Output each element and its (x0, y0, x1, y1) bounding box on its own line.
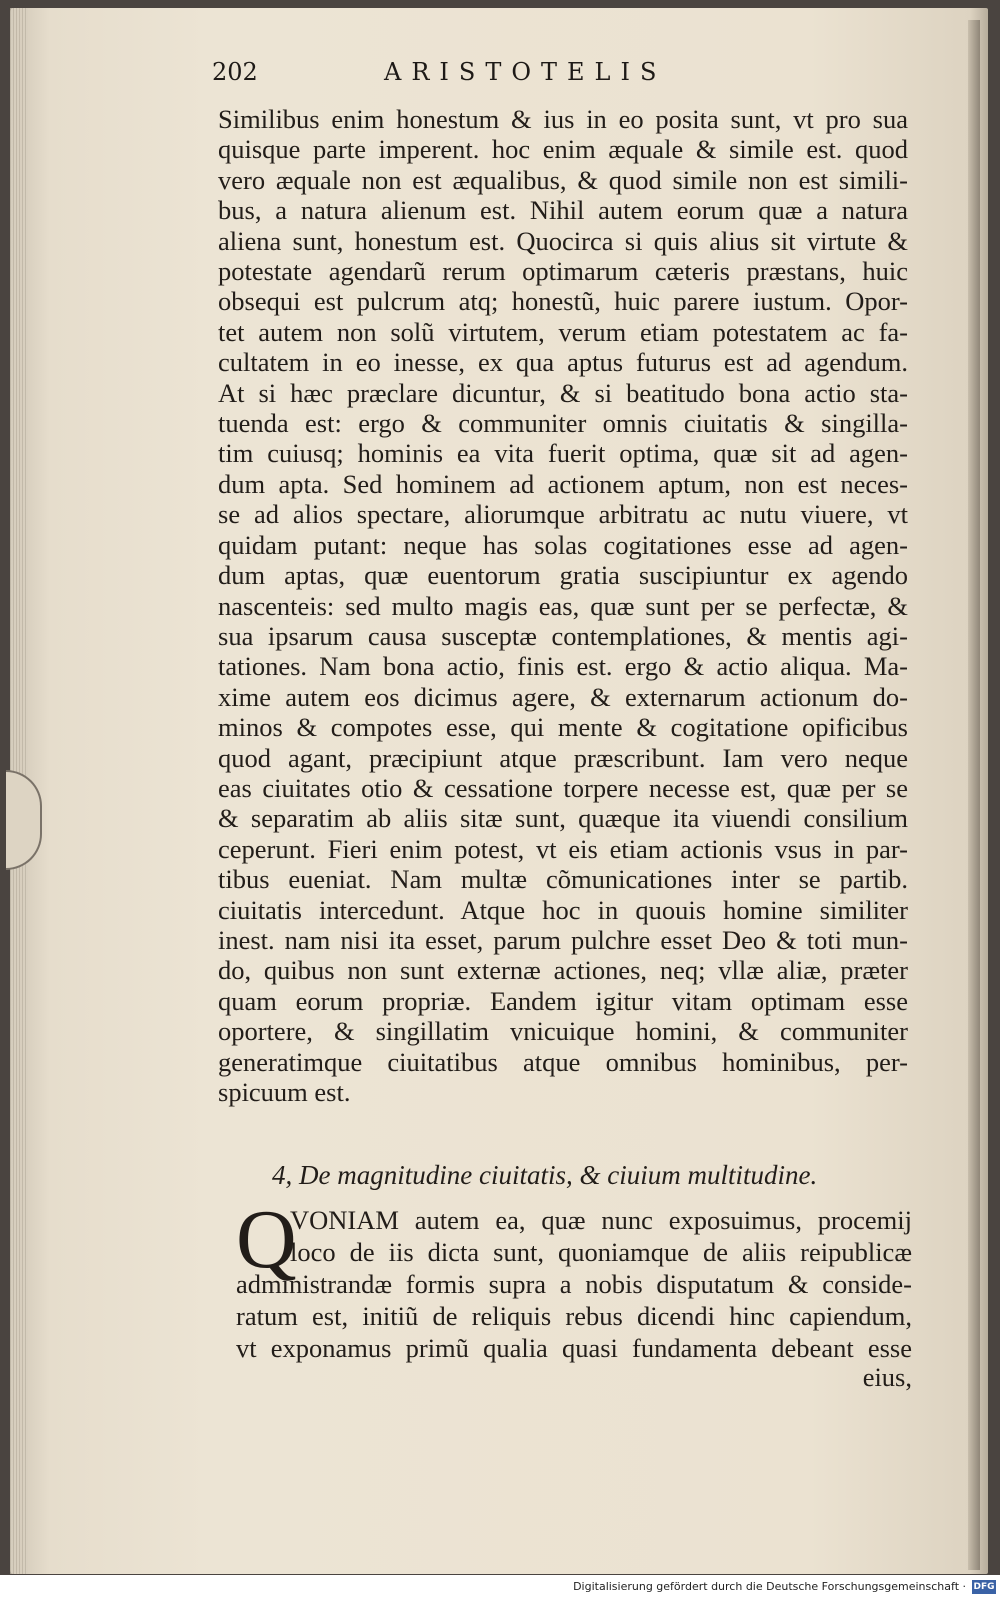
running-title: ARISTOTELIS (384, 58, 667, 86)
text-line: quod agant, præcipiunt atque præscribunt. Iam vero neque (218, 742, 908, 773)
text-line: obsequi est pulcrum atq; honestũ, huic parere iustum. Opor- (218, 286, 908, 317)
text-line: spicuum est. (218, 1077, 351, 1107)
text-line: vero æquale non est æqualibus, & quod simile non est simili- (218, 164, 908, 195)
chapter-text-line: administrandæ formis supra a nobis disputatum & conside- (236, 1269, 912, 1299)
text-line: do, quibus non sunt externæ actiones, neq; vllæ aliæ, præter (218, 955, 908, 986)
chapter-text-line: VONIAM autem ea, quæ nunc exposuimus, procemij (290, 1205, 912, 1235)
text-line: sua ipsarum causa susceptæ contemplationes, & mentis agi- (218, 620, 908, 651)
text-line: tationes. Nam bona actio, finis est. ergo & actio aliqua. Ma- (218, 651, 908, 682)
text-line: xime autem eos dicimus agere, & externarum actionum do- (218, 681, 908, 712)
digitization-credit: Digitalisierung gefördert durch die Deutsche Forschungsgemeinschaft · (573, 1580, 966, 1593)
text-line: tuenda est: ergo & communiter omnis ciuitatis & singilla- (218, 408, 908, 439)
text-line: quisque parte imperent. hoc enim æquale & simile est. quod (218, 134, 908, 165)
text-line: generatimque ciuitatibus atque omnibus hominibus, per- (218, 1046, 908, 1077)
text-line: dum apta. Sed hominem ad actionem aptum, non est neces- (218, 468, 908, 499)
text-line: aliena sunt, honestum est. Quocirca si quis alius sit virtute & (218, 225, 908, 256)
text-line: ciuitatis intercedunt. Atque hoc in quouis homine similiter (218, 894, 908, 925)
text-line: tibus eueniat. Nam multæ cõmunicationes inter se partib. (218, 864, 908, 895)
catchword: eius, (862, 1362, 912, 1392)
text-line: ceperunt. Fieri enim potest, vt eis etiam actionis vsus in par- (218, 833, 908, 864)
text-line: tim cuiusq; hominis ea vita fuerit optima, quæ sit ad agen- (218, 438, 908, 469)
text-line: potestate agendarũ rerum optimarum cæteris præstans, huic (218, 256, 908, 287)
text-line: oportere, & singillatim vnicuique homini, & communiter (218, 1016, 908, 1047)
text-line: eas ciuitates otio & cessatione torpere necesse est, quæ per se (218, 772, 908, 803)
text-line: & separatim ab aliis sitæ sunt, quæque ita viuendi consilium (218, 803, 908, 834)
text-line: cultatem in eo inesse, ex qua aptus futurus est ad agendum. (218, 347, 908, 378)
drop-cap-initial: Q (236, 1193, 297, 1286)
text-line: quidam putant: neque has solas cogitationes esse ad agen- (218, 529, 908, 560)
text-line: Similibus enim honestum & ius in eo posita sunt, vt pro sua (218, 104, 908, 134)
text-line: se ad alios spectare, aliorumque arbitratu ac nutu viuere, vt (218, 499, 908, 530)
chapter-text-line: loco de iis dicta sunt, quoniamque de aliis reipublicæ (290, 1237, 912, 1267)
text-line: inest. nam nisi ita esset, parum pulchre esset Deo & toti mun- (218, 924, 908, 955)
text-line: dum aptas, quæ euentorum gratia suscipiuntur ex agendo (218, 560, 908, 591)
chapter-text (236, 1204, 912, 1364)
dfg-logo-icon (972, 1580, 996, 1594)
text-line: tet autem non solũ virtutem, verum etiam potestatem ac fa- (218, 316, 908, 347)
body-text (218, 104, 908, 1107)
text-line: bus, a natura alienum est. Nihil autem eorum quæ a natura (218, 195, 908, 226)
text-line: At si hæc præclare dicuntur, & si beatitudo bona actio sta- (218, 377, 908, 408)
page-header (212, 58, 912, 94)
text-line: nascenteis: sed multo magis eas, quæ sunt per se perfectæ, & (218, 590, 908, 621)
text-line: quam eorum propriæ. Eandem igitur vitam optimam esse (218, 985, 908, 1016)
chapter-heading: 4, De magnitudine ciuitatis, & ciuium multitudine. (272, 1160, 818, 1190)
text-line: minos & compotes esse, qui mente & cogitatione opificibus (218, 712, 908, 743)
page-number: 202 (212, 58, 258, 86)
chapter-text-line: vt exponamus primũ qualia quasi fundamenta debeant esse (236, 1333, 912, 1363)
chapter-text-line: ratum est, initiũ de reliquis rebus dicendi hinc capiendum, (236, 1301, 912, 1331)
gutter-shadow (968, 20, 980, 1570)
